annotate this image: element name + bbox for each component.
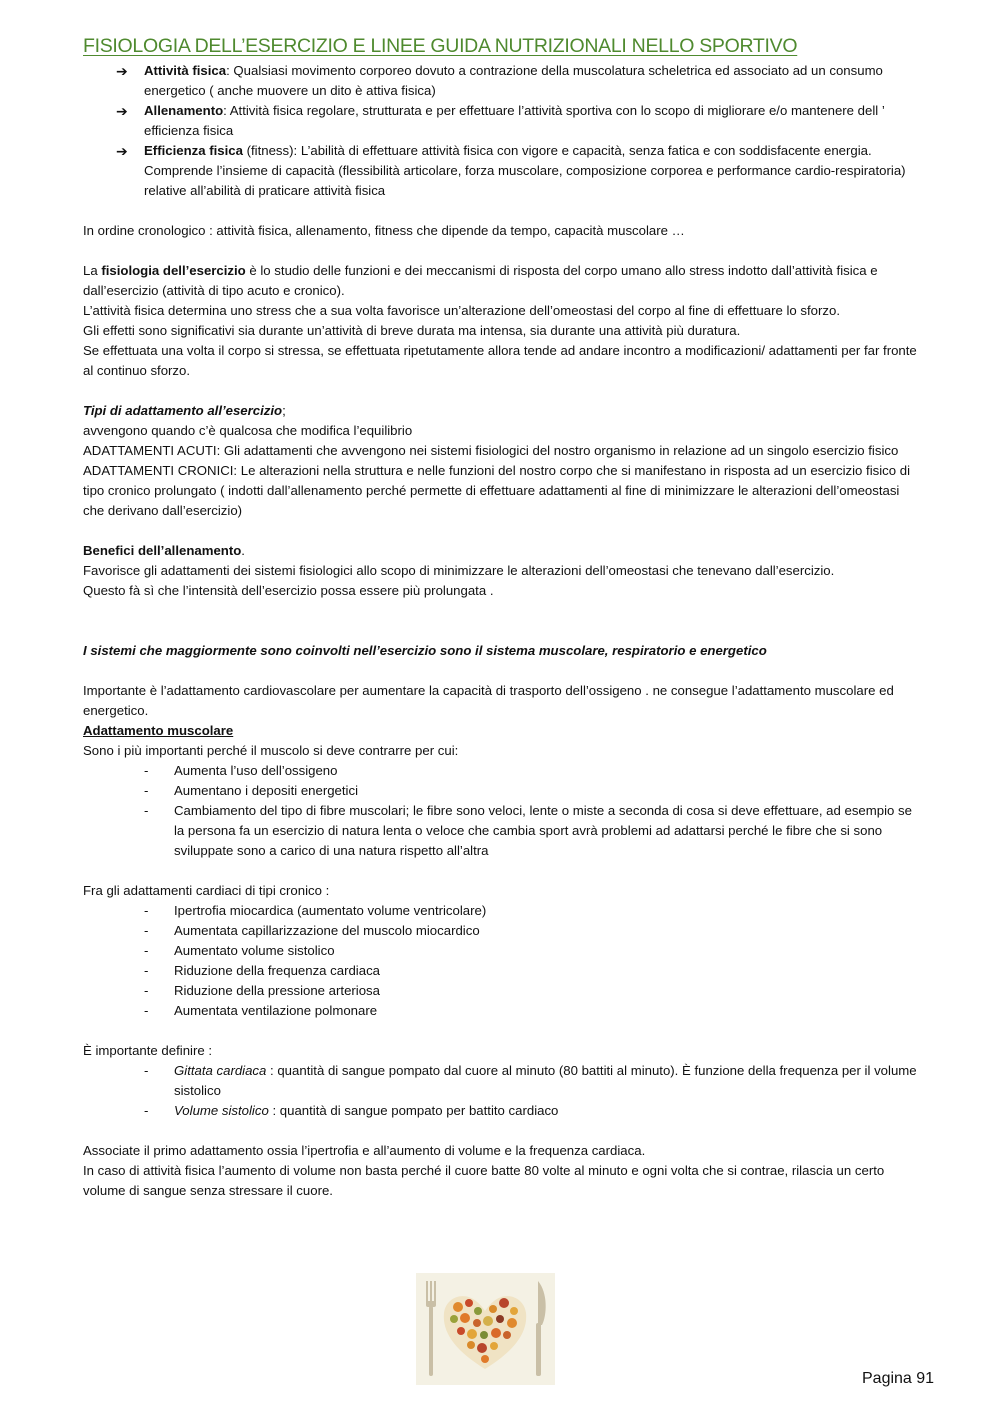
page-title: FISIOLOGIA DELL’ESERCIZIO E LINEE GUIDA NUTRIZIONALI NELLO SPORTIVO (83, 35, 798, 57)
list-item-text: Riduzione della pressione arteriosa (174, 983, 380, 998)
definition-text: (fitness): L’abilità di effettuare attività fisica con vigore e capacità, senza fatica e con soddisfacente energia. Comprende l’insieme di capacità (flessibilità articolare, forza muscolare, composizione corporea e performance cardio-respiratoria) relative all’abilità di praticare attività fisica (144, 143, 906, 198)
paragraph-line: Fra gli adattamenti cardiaci di tipi cronico : (83, 883, 330, 898)
list-item (83, 981, 918, 1001)
paragraph-line: Gli effetti sono significativi sia durante un’attività di breve durata ma intensa, sia durante una attività più duratura. (83, 323, 741, 338)
list-item (83, 141, 918, 201)
list-item (83, 1061, 918, 1101)
list-item (83, 921, 918, 941)
list-item-text: : quantità di sangue pompato per battito cardiaco (268, 1103, 559, 1118)
list-item (83, 941, 918, 961)
dash-bullet: - (144, 983, 149, 998)
dash-bullet: - (144, 903, 149, 918)
section-heading: Benefici dell’allenamento (83, 543, 242, 558)
text-span: La (83, 263, 102, 278)
definition-text: : Attività fisica regolare, strutturata e per effettuare l’attività sportiva con lo scopo di migliorare e/o mantenere dell ’ efficienza fisica (144, 103, 885, 138)
paragraph-line: Sono i più importanti perché il muscolo si deve contrarre per cui: (83, 743, 459, 758)
list-item (83, 761, 918, 781)
italic-term: Volume sistolico (174, 1103, 269, 1118)
list-item (83, 101, 918, 141)
sistemi-statement (83, 641, 918, 661)
paragraph-line: ADATTAMENTI CRONICI: Le alterazioni nella struttura e nelle funzioni del nostro corpo che si manifestano in risposta ad un esercizio fisico di tipo cronico prolungato ( indotti dall’allenamento perché permette di effettuare adattamenti al fine di minimizzare le alterazioni dell’omeostasi che derivano dall’esercizio) (83, 463, 911, 518)
list-item (83, 61, 918, 101)
paragraph-line: Se effettuata una volta il corpo si stressa, se effettuata ripetutamente allora tende ad andare incontro a modificazioni/ adattamenti per far fronte al continuo sforzo. (83, 343, 917, 378)
paragraph-line: In caso di attività fisica l’aumento di volume non basta perché il cuore batte 80 volte al minuto e ogni volta che si contrae, rilascia un certo volume di sangue senza stressare il cuore. (83, 1163, 885, 1198)
paragraph-line: ADATTAMENTI ACUTI: Gli adattamenti che avvengono nei sistemi fisiologici del nostro organismo in relazione ad un singolo esercizio fisico (83, 443, 899, 458)
dash-bullet: - (144, 763, 149, 778)
definire-list (83, 1061, 918, 1121)
paragraph-line: avvengono quando c’è qualcosa che modifica l’equilibrio (83, 423, 413, 438)
paragraph-line: Associate il primo adattamento ossia l’ipertrofia e all’aumento di volume e la frequenza cardiaca. (83, 1143, 646, 1158)
list-item-text: Aumentata capillarizzazione del muscolo miocardico (174, 923, 480, 938)
dash-bullet: - (144, 943, 149, 958)
section-heading: Tipi di adattamento all’esercizio (83, 403, 283, 418)
paragraph-line: È importante definire : (83, 1043, 213, 1058)
arrow-icon: ➔ (116, 143, 128, 159)
cardiaci-list (83, 901, 918, 1021)
list-item (83, 1001, 918, 1021)
dash-bullet: - (144, 1103, 149, 1118)
paragraph-line: Importante è l’adattamento cardiovascolare per aumentare la capacità di trasporto dell’ossigeno . ne consegue l’adattamento muscolare ed energetico. (83, 683, 894, 718)
heart-food-illustration (416, 1273, 555, 1385)
page-number: Pagina 91 (862, 1370, 935, 1387)
bold-italic-text: I sistemi che maggiormente sono coinvolti nell’esercizio sono il sistema muscolare, respiratorio e energetico (83, 643, 767, 658)
dash-bullet: - (144, 783, 149, 798)
fisiologia-paragraph (83, 261, 918, 301)
list-item (83, 781, 918, 801)
definition-term: Allenamento (144, 103, 224, 118)
section-heading: Adattamento muscolare (83, 723, 234, 738)
dash-bullet: - (144, 963, 149, 978)
list-item (83, 901, 918, 921)
list-item (83, 801, 918, 861)
arrow-icon: ➔ (116, 63, 128, 79)
arrow-icon: ➔ (116, 103, 128, 119)
list-item-text: : quantità di sangue pompato dal cuore al minuto (80 battiti al minuto). È funzione della frequenza per il volume sistolico (174, 1063, 917, 1098)
muscolare-heading (83, 721, 918, 741)
definition-text: : Qualsiasi movimento corporeo dovuto a contrazione della muscolatura scheletrica ed associato ad un consumo energetico ( anche muovere un dito è attiva fisica) (144, 63, 883, 98)
list-item-text: Aumentata ventilazione polmonare (174, 1003, 378, 1018)
list-item (83, 961, 918, 981)
paragraph-line: Favorisce gli adattamenti dei sistemi fisiologici allo scopo di minimizzare le alterazioni dell’omeostasi che tenevano dall’esercizio. (83, 563, 835, 578)
tipi-heading (83, 401, 918, 421)
text-span: è lo studio delle funzioni e dei meccanismi di risposta del corpo umano allo stress indotto dall’attività fisica e dall’esercizio (attività di tipo acuto e cronico). (83, 263, 878, 298)
definition-term: Efficienza fisica (144, 143, 243, 158)
chronology-paragraph: In ordine cronologico : attività fisica, allenamento, fitness che dipende da tempo, capacità muscolare … (83, 223, 685, 238)
bold-term: fisiologia dell’esercizio (101, 263, 246, 278)
muscolare-list (83, 761, 918, 861)
dash-bullet: - (144, 1003, 149, 1018)
list-item-text: Aumentato volume sistolico (174, 943, 335, 958)
heart-food-logo (416, 1273, 555, 1385)
list-item-text: Cambiamento del tipo di fibre muscolari; le fibre sono veloci, lente o miste a seconda di cosa si deve effettuare, ad esempio se la persona fa un esercizio di natura lenta o veloce che cambia sport avrà problemi ad adattarsi perché le fibre che si sono sviluppate sono a carico di una natura rispetto all’altra (174, 803, 912, 858)
list-item-text: Aumenta l’uso dell’ossigeno (174, 763, 338, 778)
benefici-heading (83, 541, 918, 561)
paragraph-line: L’attività fisica determina uno stress che a sua volta favorisce un’alterazione dell’omeostasi del corpo al fine di effettuare lo sforzo. (83, 303, 840, 318)
text-span: . (241, 543, 245, 558)
paragraph-line: Questo fà sì che l’intensità dell’esercizio possa essere più prolungata . (83, 583, 494, 598)
list-item-text: Aumentano i depositi energetici (174, 783, 359, 798)
dash-bullet: - (144, 923, 149, 938)
dash-bullet: - (144, 1063, 149, 1078)
list-item-text: Ipertrofia miocardica (aumentato volume ventricolare) (174, 903, 487, 918)
definition-term: Attività fisica (144, 63, 227, 78)
definitions-list (83, 61, 918, 201)
list-item-text: Riduzione della frequenza cardiaca (174, 963, 381, 978)
dash-bullet: - (144, 803, 149, 818)
document-body (83, 33, 918, 1201)
text-span: ; (282, 403, 286, 418)
list-item (83, 1101, 918, 1121)
italic-term: Gittata cardiaca (174, 1063, 267, 1078)
